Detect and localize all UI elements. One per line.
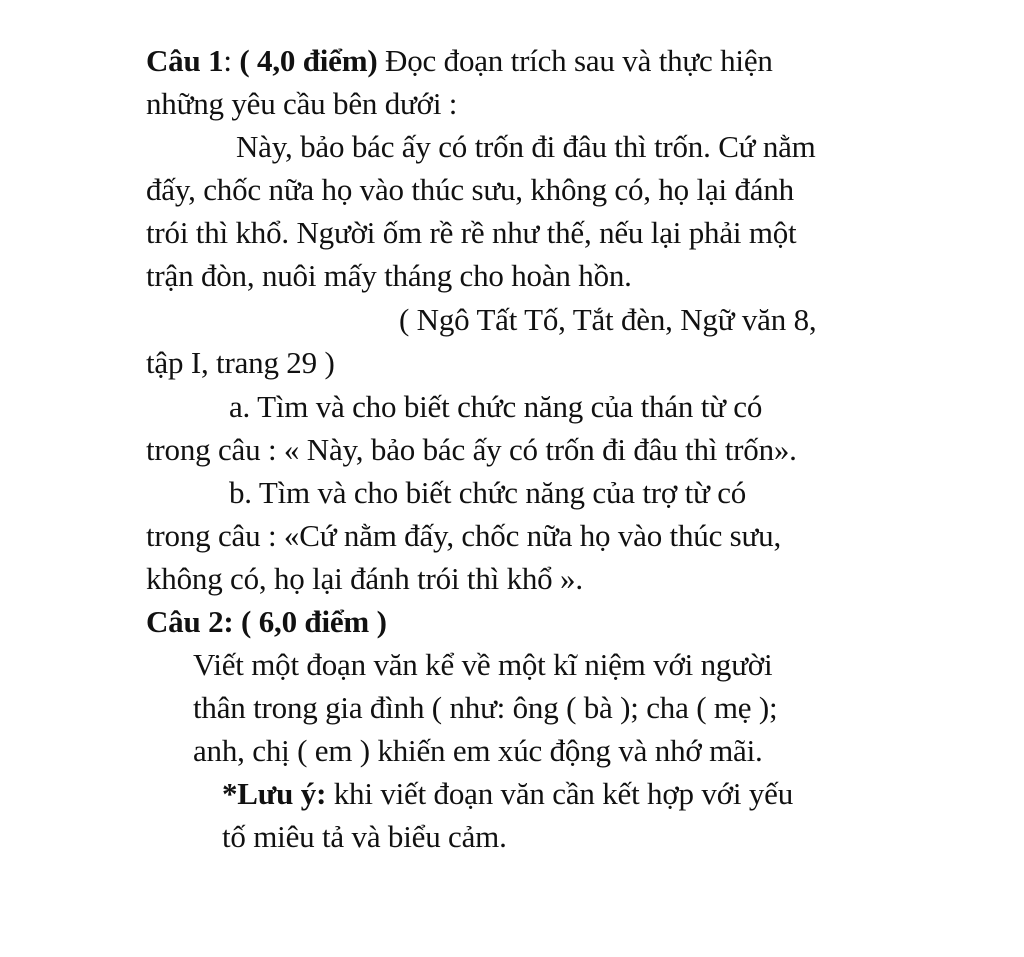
excerpt-line-4: trận đòn, nuôi mấy tháng cho hoàn hồn. — [146, 258, 632, 293]
part-b-line-1: b. Tìm và cho biết chức năng của trợ từ có — [229, 475, 747, 510]
source-citation-line-2: tập I, trang 29 ) — [146, 345, 335, 380]
excerpt-line-2: đấy, chốc nữa họ vào thúc sưu, không có, họ lại đánh — [146, 172, 794, 207]
question-2-label: Câu 2: ( 6,0 điểm ) — [146, 604, 387, 639]
question-2-task-line-1: Viết một đoạn văn kể về một kĩ niệm với người — [193, 647, 773, 682]
question-1-instruction: Đọc đoạn trích sau và thực hiện — [377, 43, 773, 78]
excerpt-line-3: trói thì khổ. Người ốm rề rề như thế, nếu lại phải một — [146, 215, 797, 250]
question-2-task-line-2: thân trong gia đình ( như: ông ( bà ); cha ( mẹ ); — [193, 690, 778, 725]
note-line-1 — [222, 776, 793, 812]
excerpt-line-1: Này, bảo bác ấy có trốn đi đâu thì trốn. Cứ nằm — [236, 129, 816, 164]
question-1-heading — [146, 43, 773, 79]
question-1-label: Câu 1 — [146, 43, 224, 78]
note-text: khi viết đoạn văn cần kết hợp với yếu — [326, 776, 794, 811]
question-1-separator: : — [223, 43, 240, 78]
part-a-line-2: trong câu : « Này, bảo bác ấy có trốn đi đâu thì trốn». — [146, 432, 797, 467]
question-2-heading — [146, 604, 387, 640]
part-b-line-2: trong câu : «Cứ nằm đấy, chốc nữa họ vào thúc sưu, — [146, 518, 781, 553]
question-1-points: ( 4,0 điểm) — [239, 43, 378, 78]
part-b-line-3: không có, họ lại đánh trói thì khổ ». — [146, 561, 583, 596]
question-1-instruction-line-2: những yêu cầu bên dưới : — [146, 86, 458, 121]
question-2-task-line-3: anh, chị ( em ) khiến em xúc động và nhớ mãi. — [193, 733, 763, 768]
note-line-2: tố miêu tả và biểu cảm. — [222, 819, 507, 854]
source-citation-line-1: ( Ngô Tất Tố, Tắt đèn, Ngữ văn 8, — [399, 302, 817, 337]
note-label: *Lưu ý: — [222, 776, 327, 811]
part-a-line-1: a. Tìm và cho biết chức năng của thán từ có — [229, 389, 763, 424]
